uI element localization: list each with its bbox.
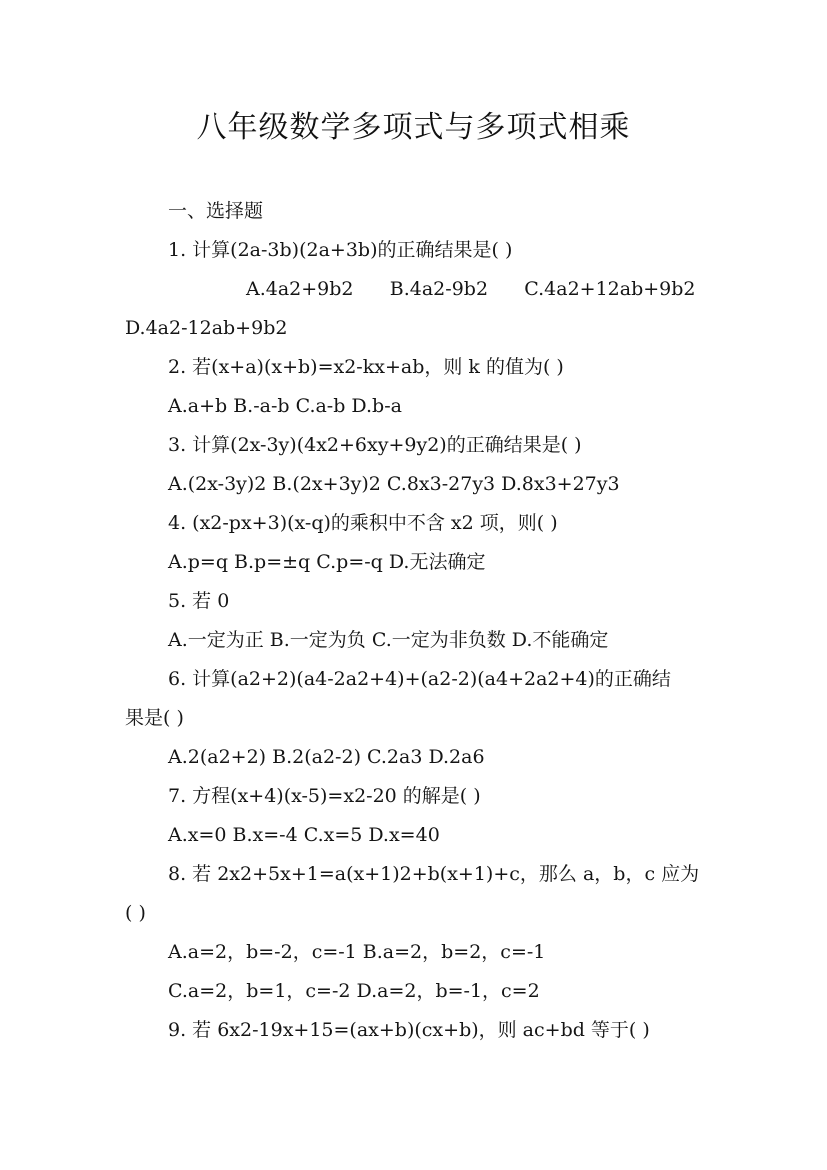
- question-1: 1. 计算(2a-3b)(2a+3b)的正确结果是( ): [168, 239, 513, 261]
- question-3: 3. 计算(2x-3y)(4x2+6xy+9y2)的正确结果是( ): [168, 434, 582, 456]
- question-6-continued: 果是( ): [125, 707, 184, 729]
- question-2: 2. 若(x+a)(x+b)=x2-kx+ab，则 k 的值为( ): [168, 356, 564, 378]
- question-1-option-d: D.4a2-12ab+9b2: [125, 317, 288, 339]
- question-6: 6. 计算(a2+2)(a4-2a2+4)+(a2-2)(a4+2a2+4)的正确结: [168, 668, 671, 690]
- question-7: 7. 方程(x+4)(x-5)=x2-20 的解是( ): [168, 785, 481, 807]
- question-7-options: A.x=0 B.x=-4 C.x=5 D.x=40: [168, 824, 440, 846]
- question-9: 9. 若 6x2-19x+15=(ax+b)(cx+b)，则 ac+bd 等于( ): [168, 1019, 650, 1041]
- question-4: 4. (x2-px+3)(x-q)的乘积中不含 x2 项，则( ): [168, 512, 558, 534]
- question-5-options: A.一定为正 B.一定为负 C.一定为非负数 D.不能确定: [168, 629, 609, 651]
- question-4-options: A.p=q B.p=±q C.p=-q D.无法确定: [168, 551, 486, 573]
- question-3-options: A.(2x-3y)2 B.(2x+3y)2 C.8x3-27y3 D.8x3+27y3: [168, 473, 620, 495]
- question-8-continued: ( ): [125, 902, 146, 924]
- page-title: 八年级数学多项式与多项式相乘: [196, 110, 631, 145]
- question-5: 5. 若 0: [168, 590, 230, 612]
- question-2-options: A.a+b B.-a-b C.a-b D.b-a: [168, 395, 402, 417]
- question-1-options: A.4a2+9b2 B.4a2-9b2 C.4a2+12ab+9b2: [246, 278, 696, 300]
- question-8: 8. 若 2x2+5x+1=a(x+1)2+b(x+1)+c，那么 a，b，c 应为: [168, 863, 700, 885]
- question-8-options-cd: C.a=2，b=1，c=-2 D.a=2，b=-1，c=2: [168, 980, 540, 1002]
- section-heading: 一、选择题: [168, 200, 264, 222]
- question-8-options-ab: A.a=2，b=-2，c=-1 B.a=2，b=2，c=-1: [168, 941, 546, 963]
- question-6-options: A.2(a2+2) B.2(a2-2) C.2a3 D.2a6: [168, 746, 485, 768]
